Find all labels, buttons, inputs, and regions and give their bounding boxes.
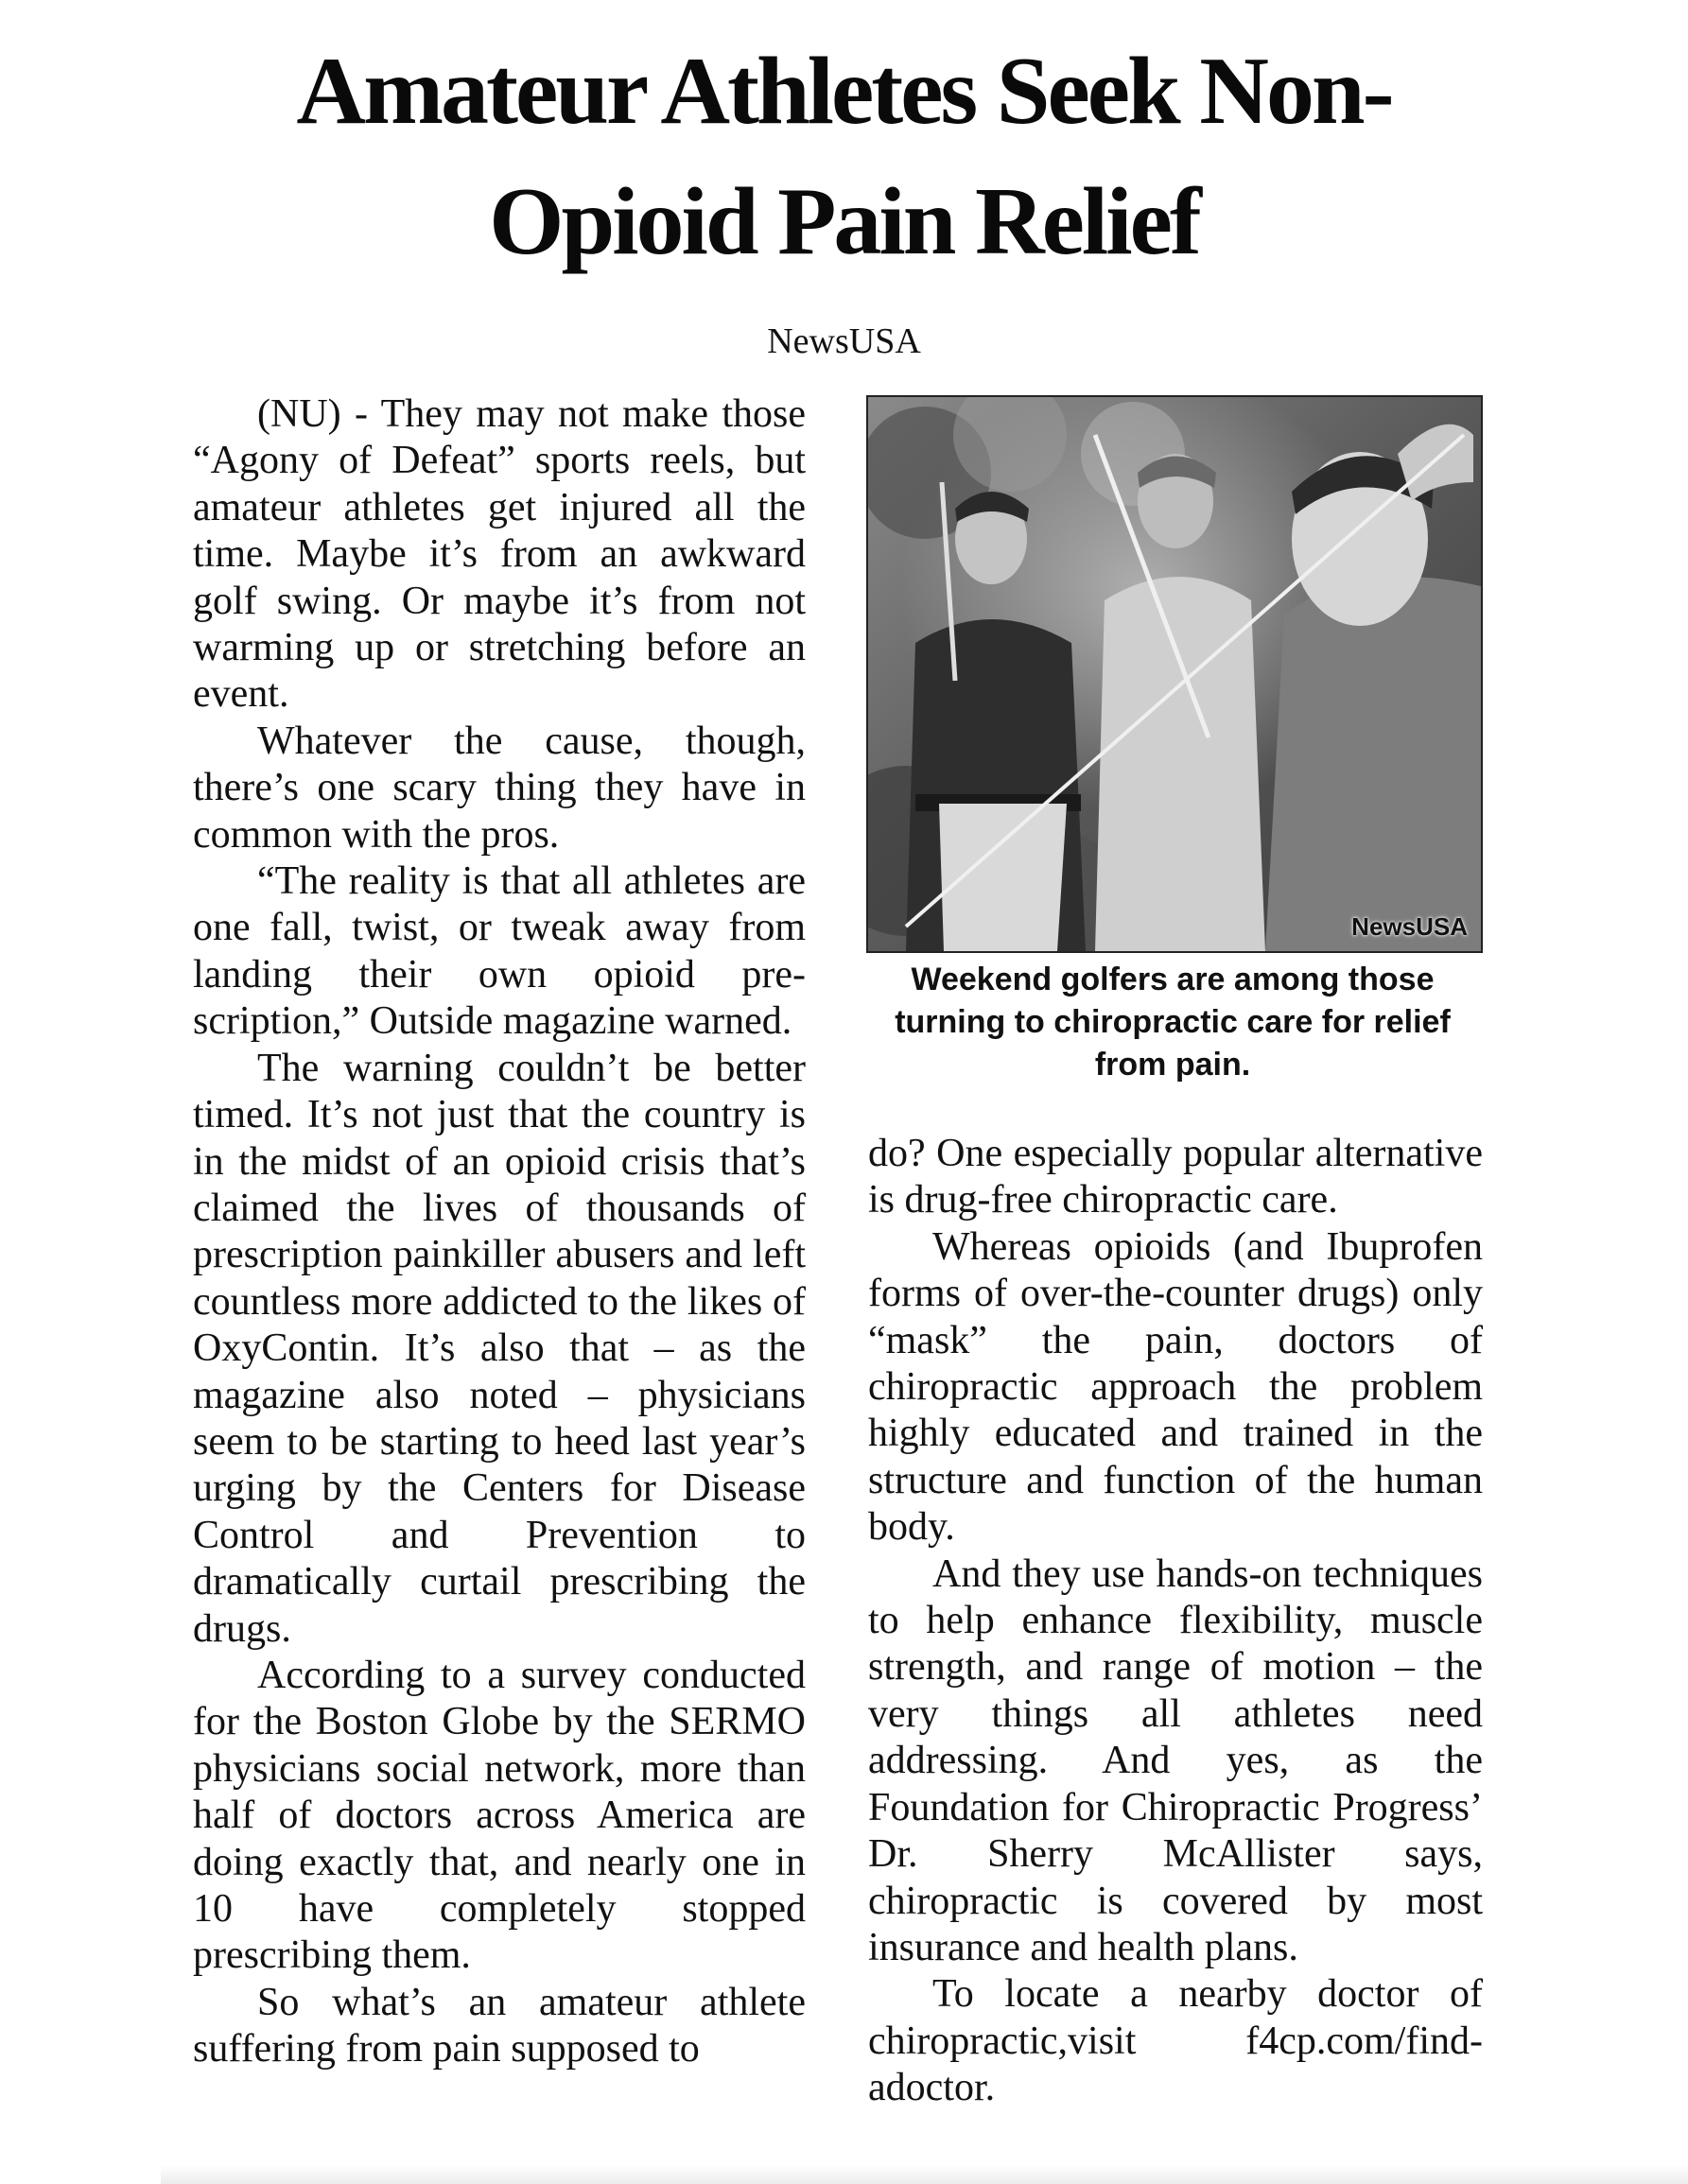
headline: [132, 26, 1556, 287]
paragraph-1: (NU) - They may not make those “Agony of Defeat” sports reels, but amateur athletes get injured all the time. Maybe it’s from an awkward golf swing. Or maybe it’s from not warming up or stretching before an event.: [193, 392, 806, 717]
article-photo: [866, 395, 1483, 953]
paragraph-4: The warning couldn’t be better timed. It’s not just that the country is in the midst of an opioid crisis that’s claimed the lives of thousands of prescription painkiller abusers and left countless more addicted to the likes of OxyContin. It’s also that – as the magazine also noted – physicians seem to be starting to heed last year’s urging by the Centers for Disease Control and Prevention to dramatically curtail prescribing the drugs.: [193, 1046, 806, 1651]
paragraph-3: “The reality is that all athletes are one fall, twist, or tweak away from landing their own opioid prescription,” Outside magazine warned.: [193, 859, 806, 1044]
paragraph-9: To locate a nearby doctor of chiropractic,visit f4cp.com/findadoctor.: [868, 1972, 1483, 2110]
golfers-photo-illustration: [868, 397, 1481, 951]
byline: NewsUSA: [767, 321, 921, 361]
article-column-right: [868, 1131, 1483, 2171]
paragraph-2: Whatever the cause, though, there’s one scary thing they have in common with the pros.: [193, 719, 806, 857]
photo-watermark: NewsUSA: [1351, 912, 1468, 941]
page-bottom-edge: [161, 2165, 1688, 2184]
paragraph-8: And they use hands-on techniques to help enhance flexibility, muscle strength, and range of motion – the very things all athletes need addressing. And yes, as the Foundation for Chiropractic Progress’ Dr. Sherry McAllister says, chiropractic is covered by most insurance and health plans.: [868, 1551, 1483, 1969]
photo-caption: Weekend golfers are among those turning to chiropractic care for relief from pain.: [895, 962, 1451, 1083]
paragraph-6: So what’s an amateur athlete suffering from pain supposed to: [193, 1980, 806, 2071]
article-column-left: [193, 391, 806, 2169]
headline-line-2: Opioid Pain Relief: [489, 168, 1199, 275]
paragraph-7: Whereas opioids (and Ibuprofen forms of over-the-counter drugs) only “mask” the pain, doctors of chiropractic approach the problem highly educated and trained in the structure and function of the human body.: [868, 1224, 1483, 1550]
headline-line-1: Amateur Athletes Seek Non-: [296, 38, 1392, 145]
paragraph-6-continued: do? One especially popular alternative is drug-free chiropractic care.: [868, 1132, 1483, 1222]
paragraph-5: According to a survey conducted for the Boston Globe by the SERMO physicians social network, more than half of doctors across America are doing exactly that, and nearly one in 10 have completely stopped prescribing them.: [193, 1653, 806, 1978]
